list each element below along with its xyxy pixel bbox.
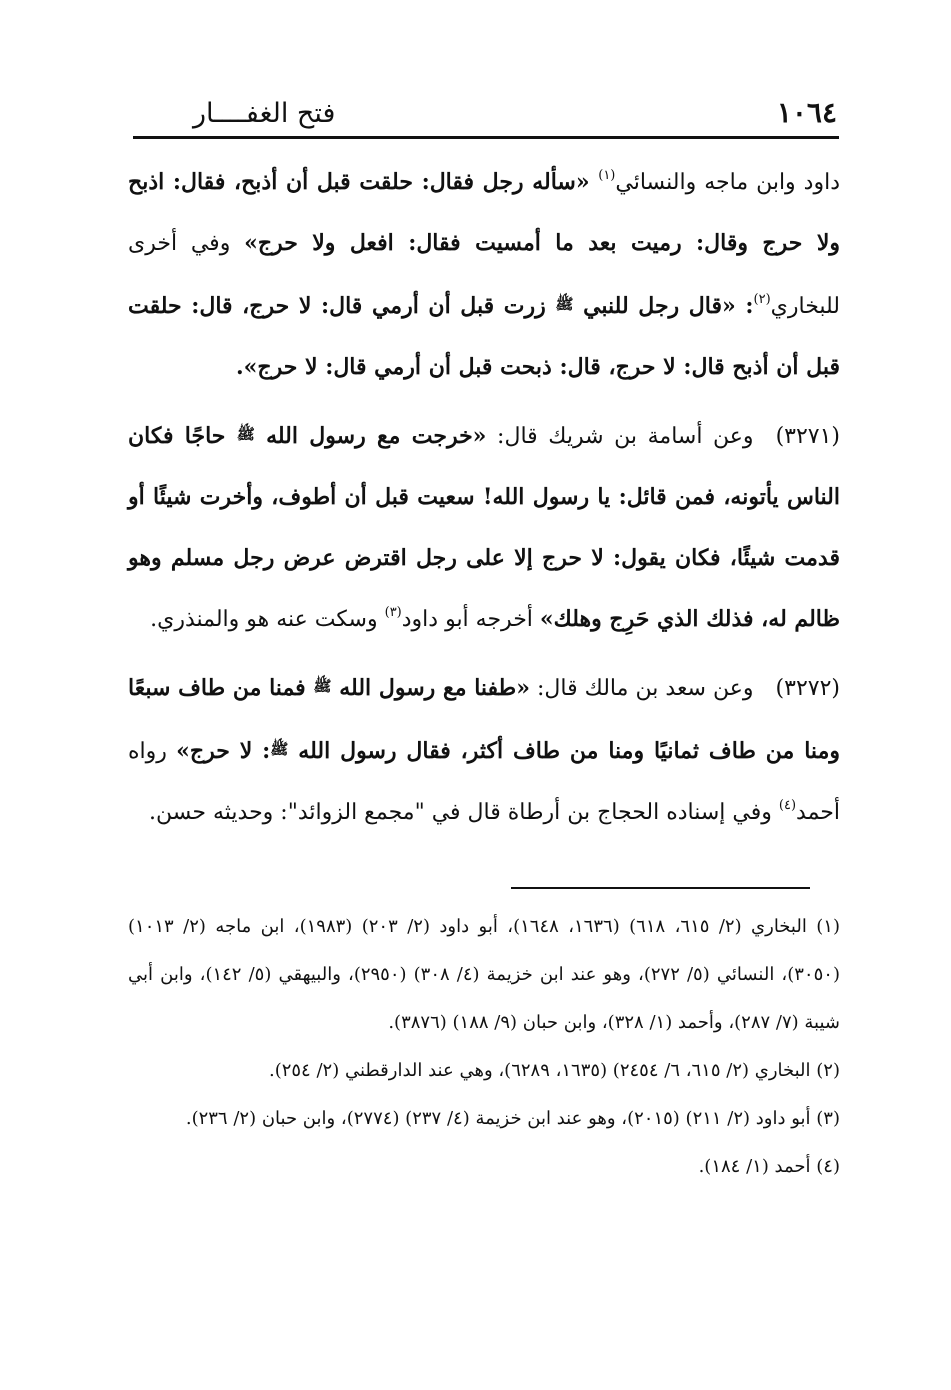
salutation-icon: ﷺ bbox=[236, 425, 255, 443]
page-number: ١٠٦٤ bbox=[776, 96, 837, 129]
salutation-icon: ﷺ bbox=[313, 677, 332, 695]
footnotes bbox=[128, 903, 840, 1191]
hadith-3272: (٣٢٧٢)وعن سعد بن مالك قال: «طفنا مع رسول الله ﷺ فمنا من طاف سبعًا ومنا من طاف ثمانيًا ومنا من طاف أكثر، فقال رسول الله ﷺ: لا حرج» رواه أحمد$^{(٤)}$ وفي إسناده الحجاج بن أرطاة قال في "مجمع الزوائد": وحديثه حسن. bbox=[128, 675, 840, 825]
running-title: فتح الغفــــار bbox=[193, 98, 336, 129]
footnote-3: (٣) أبو داود (٢/ ٢١١) (٢٠١٥)، وهو عند ابن خزيمة (٤/ ٢٣٧) (٢٧٧٤)، وابن حبان (٢/ ٢٣٦). bbox=[185, 1108, 840, 1129]
paragraph-continuation: داود وابن ماجه والنسائي$^{(١)}$ «سأله رجل فقال: حلقت قبل أن أذبح، فقال: اذبح ولا حرج وقال: رميت بعد ما أمسيت فقال: افعل ولا حرج» وفي أخرى للبخاري$^{(٢)}$: «قال رجل للنبي ﷺ زرت قبل أن أرمي قال: لا حرج، قال: حلقت قبل أن أذبح قال: لا حرج، قال: ذبحت قبل أن أرمي قال: لا حرج». bbox=[128, 168, 841, 380]
salutation-icon: ﷺ bbox=[555, 295, 574, 313]
footnote-ref-4[interactable]: (٤) bbox=[778, 798, 797, 813]
hadith-3271: (٣٢٧١)وعن أسامة بن شريك قال: «خرجت مع رسول الله ﷺ حاجًا فكان الناس يأتونه، فمن قائل: يا رسول الله! سعيت قبل أن أطوف، وأخرت شيئًا أو قدمت شيئًا، فكان يقول: لا حرج إلا على رجل اقترض عرض رجل مسلم وهو ظالم له، فذلك الذي حَرِج وهلك» أخرجه أبو داود$^{(٣)}$ وسكت عنه هو والمنذري. bbox=[128, 423, 841, 632]
main-text bbox=[128, 152, 840, 843]
footnote-2: (٢) البخاري (٢/ ٦١٥، ٦/ ٢٤٥٤) (١٦٣٥، ٦٢٨٩)، وهي عند الدارقطني (٢/ ٢٥٤). bbox=[268, 1060, 840, 1081]
footnote-ref-1[interactable]: (١) bbox=[598, 168, 616, 183]
footnote-separator bbox=[511, 887, 810, 889]
hadith-number: (٣٢٧٢) bbox=[775, 676, 840, 701]
page-header bbox=[133, 92, 839, 139]
hadith-number: (٣٢٧١) bbox=[775, 424, 841, 449]
footnote-1: (١) البخاري (٢/ ٦١٥، ٦١٨) (١٦٣٦، ١٦٤٨)، أبو داود (٢/ ٢٠٣) (١٩٨٣)، ابن ماجه (٢/ ١٠١٣) (٣٠٥٠)، النسائي (٥/ ٢٧٢)، وهو عند ابن خزيمة (٤/ ٣٠٨) (٢٩٥٠)، والبيهقي (٥/ ١٤٢)، وابن أبي شيبة (٧/ ٢٨٧)، وأحمد (١/ ٣٢٨)، وابن حبان (٩/ ١٨٨) (٣٨٧٦). bbox=[128, 916, 840, 1033]
footnote-ref-2[interactable]: (٢) bbox=[753, 292, 771, 307]
footnote-ref-3[interactable]: (٣) bbox=[384, 605, 402, 620]
footnote-4: (٤) أحمد (١/ ١٨٤). bbox=[698, 1156, 840, 1177]
salutation-icon: ﷺ bbox=[270, 740, 289, 758]
